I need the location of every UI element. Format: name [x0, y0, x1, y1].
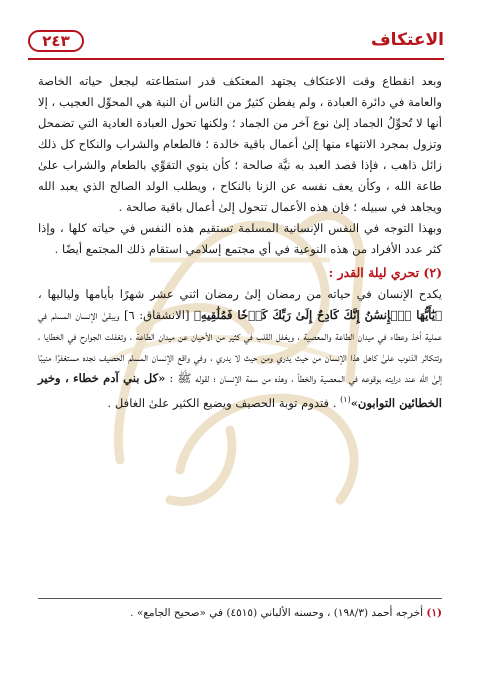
paragraph-text: يكدح الإنسان في حياته من رمضان إلىٰ رمضان اثني عشر شهرًا بأيامها ولياليها ، — [38, 287, 442, 301]
footnote-reference[interactable]: (١) — [340, 395, 351, 404]
hadith-quote: «كل بني آدم خطاء ، وخير الخطائين التوابون» — [38, 371, 442, 410]
running-title: الاعتكاف — [370, 30, 444, 50]
page-number: ٢٤٣ — [28, 30, 84, 52]
section-paragraph — [38, 284, 442, 414]
verse-citation: [الانشقاق: ٦] — [124, 308, 190, 322]
paragraph: وبعد انقطاع وقت الاعتكاف يجتهد المعتكف قدر استطاعته ليجعل حياته الخاصة والعامة في دائرة العبادة ، ولم يفطن كثيرٌ من الناس أن النية هي المحوِّل العجيب ، إلا أنها لا تُحوِّلُ الجماد إلىٰ نوع آخر من الجماد ؛ ولكنها تحول العبادة العادية التي تضمحل وتزول بمجرد الانتهاء منها إلىٰ أعمال باقية خالدة ؛ فالطعام والشراب والنكاح كل ذلك زائل ذاهب ، فإذا قصد العبد به نيَّة صالحة ؛ كأن ينوي التقوِّي بالطعام والشراب علىٰ طاعة الله ، وكأن يعف نفسه عن الزنا بالنكاح ، ويطلب الولد الصالح الذي يعبد الله ويجاهد في سبيله ؛ فإن هذه الأعمال تتحول إلىٰ أعمال باقية صالحة . — [38, 74, 442, 214]
paragraph: وبهذا التوجه في النفس الإنسانية المسلمة تستقيم هذه النفس في حياته كلها ، وإذا كثر عدد الأفراد من هذه النوعية في أي مجتمع إسلامي استقام ذلك المجتمع أيضًا . — [38, 221, 442, 256]
paragraph-text: ويبقىٰ الإنسان المسلم في عملية أخذ وعطاء في ميدان الطاعة والمعصية ، ويغفل القلب في كثير من الأحيان عن ميدان الطاعة ، وتغفلت الجوارح في الخطايا ، وتتكاثر الذنوب علىٰ كاهل هذا الإنسان من حيث يدري ومن حيث لا يدري ، وفي واقع الإنسان المسلم الحصيف نجده مستغفرًا منيبًا إلىٰ الله عند درايته بوقوعه في المعصية والخطأ ، وهذه من سمة الإنسان ؛ لقوله ﷺ : — [38, 308, 443, 385]
section-heading: (٢) تحري ليلة القدر : — [328, 265, 442, 280]
main-text — [38, 71, 442, 414]
header-divider — [28, 58, 444, 60]
paragraph-text: . فتدوم توبة الحصيف ويضيع الكثير علىٰ الغافل . — [107, 395, 337, 410]
footnote-marker: (١) — [426, 607, 442, 619]
footnote-divider — [38, 598, 442, 599]
quran-verse: ﴿يَٰٓأَيُّهَا ٱلۡإِنسَٰنُ إِنَّكَ كَادِحٌ إِلَىٰ رَبِّكَ كَدۡحٗا فَمُلَٰقِيهِ﴾ — [193, 308, 443, 322]
page-header — [28, 24, 444, 64]
footnote-text: أخرجه أحمد (١٩٨/٣) ، وحسنه الألباني (٤٥١٥) في «صحيح الجامع» . — [130, 607, 424, 619]
footnote — [38, 604, 442, 622]
